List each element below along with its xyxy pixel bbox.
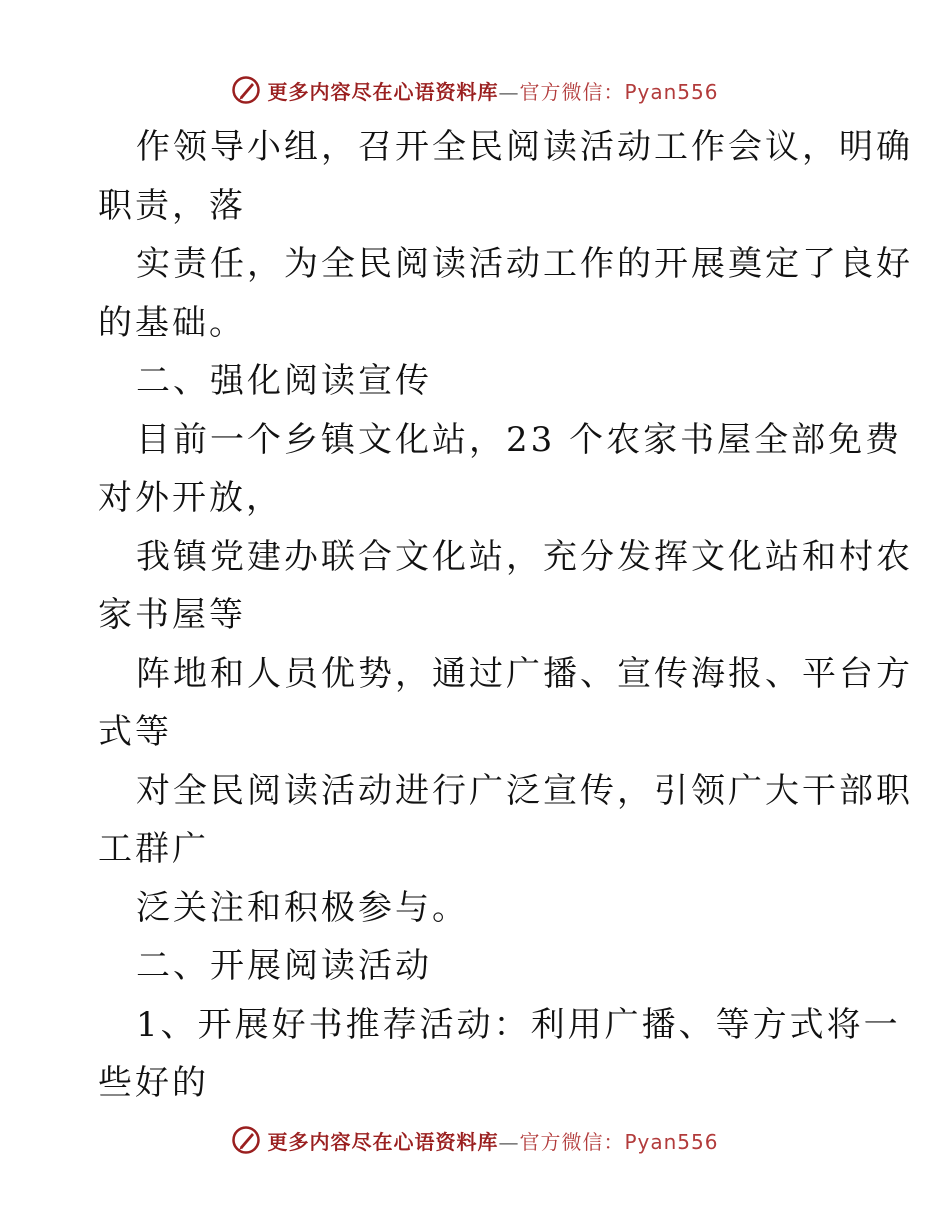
body-line: 实责任，为全民阅读活动工作的开展奠定了良好 xyxy=(136,244,913,284)
body-line: 对外开放， xyxy=(98,478,283,518)
body-line: 泛关注和积极参与。 xyxy=(136,887,469,928)
header-banner-separator: — xyxy=(498,79,520,104)
quill-logo-icon xyxy=(231,75,261,105)
body-line: 家书屋等 xyxy=(98,595,246,635)
body-line: 式等 xyxy=(98,712,172,752)
section-heading: 二、开展阅读活动 xyxy=(136,946,432,986)
footer-banner-title: 更多内容尽在心语资料库 xyxy=(267,1129,499,1154)
body-line: 职责，落 xyxy=(98,185,246,226)
body-line: 目前一个乡镇文化站，23 个农家书屋全部免费 xyxy=(136,419,903,460)
body-line: 1、开展好书推荐活动：利用广播、等方式将一 xyxy=(136,1004,901,1045)
header-banner-title: 更多内容尽在心语资料库 xyxy=(267,79,499,104)
body-line: 阵地和人员优势，通过广播、宣传海报、平台方 xyxy=(136,653,913,694)
document-body xyxy=(98,118,913,1113)
header-wechat-text: 官方微信：Pyan556 xyxy=(519,79,719,104)
footer-banner-separator: — xyxy=(498,1129,520,1154)
footer-wechat-text: 官方微信：Pyan556 xyxy=(519,1129,719,1154)
body-line: 些好的 xyxy=(98,1063,209,1103)
body-line: 对全民阅读活动进行广泛宣传，引领广大干部职 xyxy=(136,770,913,811)
quill-logo-icon xyxy=(231,1125,261,1155)
section-heading: 二、强化阅读宣传 xyxy=(136,361,432,401)
body-line: 我镇党建办联合文化站，充分发挥文化站和村农 xyxy=(136,536,913,577)
footer-banner-text xyxy=(267,1126,718,1155)
body-line: 作领导小组，召开全民阅读活动工作会议，明确 xyxy=(136,127,913,167)
header-banner xyxy=(0,70,950,110)
header-banner-text xyxy=(267,76,718,105)
body-line: 的基础。 xyxy=(98,302,246,343)
footer-banner xyxy=(0,1120,950,1160)
body-line: 工群广 xyxy=(98,829,209,869)
